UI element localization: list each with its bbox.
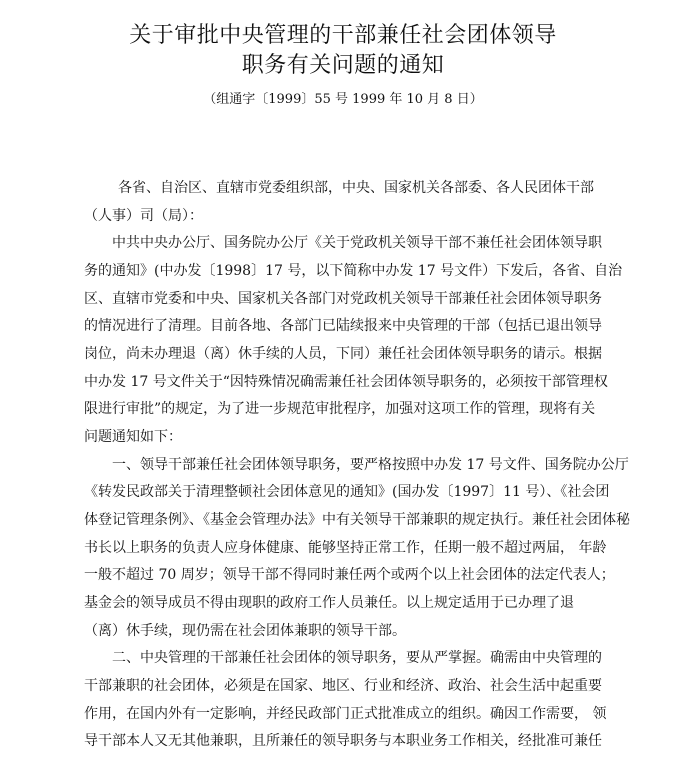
addressee-line: 各省、自治区、直辖市党委组织部，中央、国家机关各部委、各人民团体干部: [118, 180, 594, 196]
section-1-line: 书长以上职务的负责人应身体健康、能够坚持正常工作，任期一般不超过两届， 年龄: [84, 540, 607, 556]
section-2-line: 导干部本人又无其他兼职，且所兼任的领导职务与本职业务工作相关，经批准可兼任: [84, 733, 602, 749]
section-2-line: 干部兼职的社会团体，必须是在国家、地区、行业和经济、政治、社会生活中起重要: [84, 678, 602, 694]
paragraph-1-line: 务的通知》(中办发〔1998〕17 号，以下简称中办发 17 号文件）下发后，各省、自治: [84, 263, 623, 279]
section-1-line: 《转发民政部关于清理整顿社会团体意见的通知》(国办发〔1997〕11 号）、《社会团: [84, 484, 610, 500]
document-number-and-date: （组通字〔1999〕55 号 1999 年 10 月 8 日）: [203, 92, 483, 107]
paragraph-1-line: 岗位，尚未办理退（离）休手续的人员，下同）兼任社会团体领导职务的请示。根据: [84, 346, 602, 362]
section-2-line: 二、中央管理的干部兼任社会团体的领导职务，要从严掌握。确需由中央管理的: [112, 650, 602, 666]
section-1-line: （离）休手续，现仍需在社会团体兼职的领导干部。: [84, 623, 406, 639]
document-title-line-2: 职务有关问题的通知: [241, 53, 445, 78]
paragraph-1-line: 的情况进行了清理。目前各地、各部门已陆续报来中央管理的干部（包括已退出领导: [84, 318, 602, 334]
section-1-line: 一般不超过 70 周岁；领导干部不得同时兼任两个或两个以上社会团体的法定代表人；: [84, 567, 615, 583]
paragraph-1-line: 中共中央办公厅、国务院办公厅《关于党政机关领导干部不兼任社会团体领导职: [112, 235, 602, 251]
section-1-line: 一、领导干部兼任社会团体领导职务，要严格按照中办发 17 号文件、国务院办公厅: [112, 457, 629, 473]
paragraph-1-line: 限进行审批”的规定，为了进一步规范审批程序，加强对这项工作的管理，现将有关: [84, 401, 596, 417]
addressee-line: （人事）司（局）：: [84, 208, 203, 224]
paragraph-1-line: 区、直辖市党委和中央、国家机关各部门对党政机关领导干部兼任社会团体领导职务: [84, 291, 602, 307]
section-1-line: 体登记管理条例》、《基金会管理办法》中有关领导干部兼职的规定执行。兼任社会团体秘: [84, 512, 630, 528]
paragraph-1-line: 中办发 17 号文件关于“因特殊情况确需兼任社会团体领导职务的，必须按干部管理权: [84, 374, 608, 390]
section-2-line: 作用，在国内外有一定影响，并经民政部门正式批准成立的组织。确因工作需要， 领: [84, 706, 607, 722]
paragraph-1-line: 问题通知如下：: [84, 429, 182, 445]
section-1-line: 基金会的领导成员不得由现职的政府工作人员兼任。以上规定适用于已办理了退: [84, 595, 574, 611]
document-title-line-1: 关于审批中央管理的干部兼任社会团体领导: [129, 23, 557, 48]
